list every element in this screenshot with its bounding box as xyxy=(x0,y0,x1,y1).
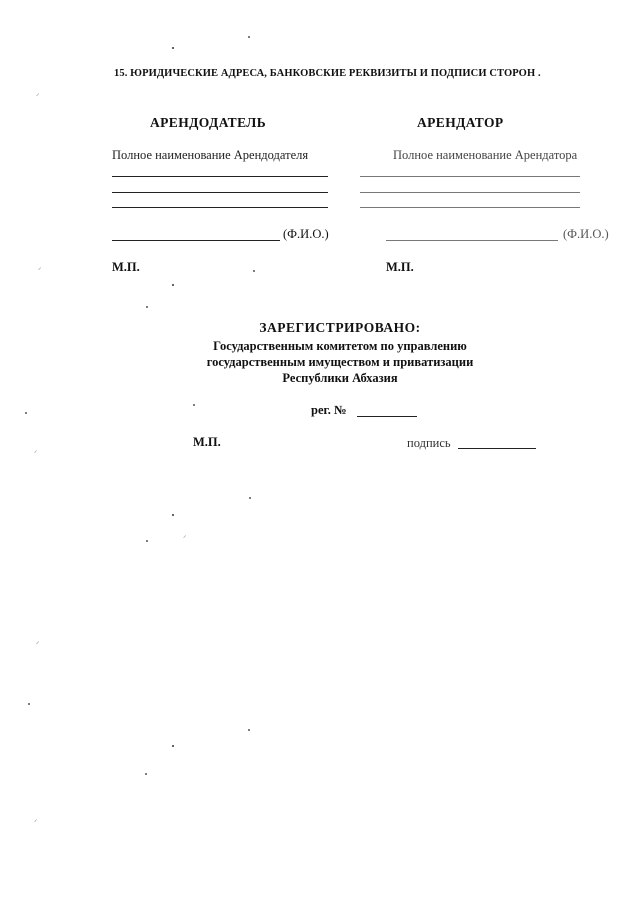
registration-title: ЗАРЕГИСТРИРОВАНО: xyxy=(259,320,421,335)
scan-speck xyxy=(172,284,174,286)
landlord-name-line-2 xyxy=(112,192,328,193)
registration-stamp-label: М.П. xyxy=(193,435,221,449)
scan-speck xyxy=(145,773,147,775)
scan-speck xyxy=(248,36,250,38)
registration-number-label: рег. № xyxy=(311,403,347,417)
registration-number-line xyxy=(357,416,417,417)
landlord-name-line-1 xyxy=(112,176,328,177)
registration-signature-line xyxy=(458,448,536,449)
registration-line-1: Государственным комитетом по управлению xyxy=(213,339,467,353)
tenant-heading: АРЕНДАТОР xyxy=(417,115,504,130)
landlord-full-name-label: Полное наименование Арендодателя xyxy=(112,148,309,162)
scan-mark: ᐟ xyxy=(34,449,38,458)
scan-speck xyxy=(28,703,30,705)
scan-speck xyxy=(248,729,250,731)
landlord-fio-label: (Ф.И.О.) xyxy=(283,227,329,241)
landlord-stamp-label: М.П. xyxy=(112,260,140,274)
tenant-name-line-1 xyxy=(360,176,580,177)
scan-speck xyxy=(146,306,148,308)
landlord-signature-line xyxy=(112,240,280,241)
registration-signature-label: подпись xyxy=(407,436,451,450)
scan-speck xyxy=(146,540,148,542)
scan-mark: ᐟ xyxy=(183,534,187,543)
scan-speck xyxy=(25,412,27,414)
tenant-name-line-2 xyxy=(360,192,580,193)
tenant-signature-line xyxy=(386,240,558,241)
tenant-name-line-3 xyxy=(360,207,580,208)
registration-block xyxy=(150,320,530,386)
scan-mark: ᐟ xyxy=(38,266,42,275)
tenant-full-name-label: Полное наименование Арендатора xyxy=(393,148,578,162)
section-title: 15. ЮРИДИЧЕСКИЕ АДРЕСА, БАНКОВСКИЕ РЕКВИЗИТЫ И ПОДПИСИ СТОРОН . xyxy=(114,68,541,79)
scan-mark: ᐟ xyxy=(36,92,40,101)
registration-line-2: государственным имуществом и приватизации xyxy=(206,355,474,369)
scan-speck xyxy=(172,745,174,747)
landlord-name-line-3 xyxy=(112,207,328,208)
tenant-stamp-label: М.П. xyxy=(386,260,414,274)
landlord-heading: АРЕНДОДАТЕЛЬ xyxy=(150,115,267,130)
scan-mark: ᐟ xyxy=(34,818,38,827)
scan-mark: ᐟ xyxy=(36,640,40,649)
scan-speck xyxy=(253,270,255,272)
scan-speck xyxy=(249,497,251,499)
tenant-fio-label: (Ф.И.О.) xyxy=(563,227,609,241)
registration-line-3: Республики Абхазия xyxy=(282,371,398,385)
scan-speck xyxy=(172,47,174,49)
scan-speck xyxy=(172,514,174,516)
scan-speck xyxy=(193,404,195,406)
